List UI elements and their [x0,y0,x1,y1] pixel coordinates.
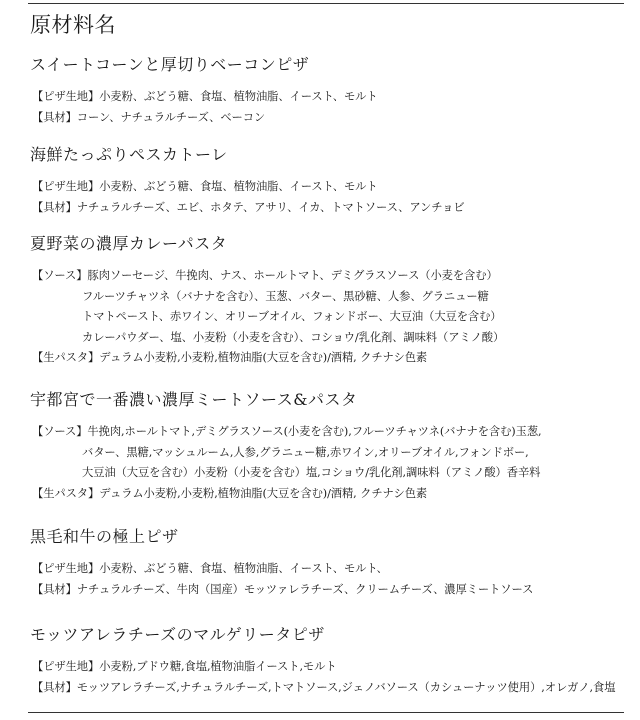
ingredient-line [30,657,626,678]
product-name: 海鮮たっぷりペスカトーレ [30,145,228,164]
ingredient-line [30,266,626,287]
ingredient-line [30,580,626,601]
ingredient-text: デュラム小麦粉,小麦粉,植物油脂(大豆を含む)/酒精, クチナシ色素 [99,486,428,500]
ingredient-lines [30,177,626,218]
ingredient-text: 大豆油（大豆を含む）小麦粉（小麦を含む）塩,コショウ/乳化剤,調味料（アミノ酸）香辛料 [82,466,541,479]
product-section [30,55,626,128]
ingredient-text: 小麦粉、ぶどう糖、食塩、植物油脂、イースト、モルト [99,90,378,103]
ingredient-category-label: 【具材】 [32,200,77,214]
product-name: 黒毛和牛の極上ピザ [30,527,179,546]
ingredient-lines [30,559,626,600]
ingredient-line [30,463,626,484]
page-title: 原材料名 [30,13,116,37]
ingredient-category-label: 【ソース】 [32,425,88,438]
ingredient-text: 小麦粉,ブドウ糖,食塩,植物油脂イースト,モルト [99,660,337,673]
ingredient-lines [30,87,626,128]
ingredient-line [30,287,626,308]
ingredient-category-label: 【ピザ生地】 [32,660,100,673]
product-section [30,390,626,504]
ingredient-category-label: 【生パスタ】 [32,351,100,364]
product-name: 夏野菜の濃厚カレーパスタ [30,234,228,253]
product-name: モッツアレラチーズのマルゲリータピザ [30,625,325,644]
ingredient-lines [30,422,626,504]
product-section [30,527,626,600]
product-section [30,145,626,218]
ingredient-text: ナチュラルチーズ、牛肉（国産）モッツァレラチーズ、クリームチーズ、濃厚ミートソース [76,582,534,596]
ingredient-line [30,443,626,464]
ingredient-line [30,307,626,328]
ingredient-line [30,484,626,505]
ingredient-category-label: 【ソース】 [32,269,88,282]
ingredient-line [30,422,626,443]
ingredient-category-label: 【具材】 [32,582,77,596]
ingredient-text: コーン、ナチュラルチーズ、ベーコン [76,110,266,124]
ingredient-text: モッツアレラチーズ,ナチュラルチーズ,トマトソース,ジェノバソース（カシューナッツ使用）,オレガノ,食塩 [76,680,616,694]
ingredient-text: デュラム小麦粉,小麦粉,植物油脂(大豆を含む)/酒精, クチナシ色素 [99,351,428,364]
ingredient-line [30,328,626,349]
ingredient-text: 小麦粉、ぶどう糖、食塩、植物油脂、イースト、モルト [99,180,378,193]
ingredient-line [30,87,626,108]
bottom-rule [28,712,624,713]
ingredient-category-label: 【具材】 [32,110,77,124]
ingredient-line [30,559,626,580]
ingredient-line [30,198,626,219]
ingredient-text: 豚肉ソーセージ、牛挽肉、ナス、ホールトマト、デミグラスソース（小麦を含む） [87,269,498,282]
ingredient-category-label: 【生パスタ】 [32,486,100,500]
ingredient-lines [30,657,626,698]
product-name: 宇都宮で一番濃い濃厚ミートソース&パスタ [30,390,358,409]
ingredient-category-label: 【ピザ生地】 [32,562,100,575]
ingredient-text: 牛挽肉,ホールトマト,デミグラスソース(小麦を含む),フルーツチャツネ(バナナを含む)玉葱, [87,425,542,438]
ingredient-line [30,177,626,198]
ingredient-text: バター、黒糖,マッシュルーム,人参,グラニュー糖,赤ワイン,オリーブオイル,フォンドボー, [82,445,529,459]
product-section [30,625,626,698]
ingredient-line [30,678,626,699]
ingredient-text: フルーツチャツネ（バナナを含む）、玉葱、バター、黒砂糖、人参、グラニュー糖 [82,289,489,303]
ingredient-text: カレーパウダー、塩、小麦粉（小麦を含む）、コショウ/乳化剤、調味料（アミノ酸） [82,330,505,344]
top-rule [28,3,624,4]
ingredient-line [30,348,626,369]
ingredient-category-label: 【具材】 [32,680,77,694]
ingredient-line [30,108,626,129]
product-name: スイートコーンと厚切りベーコンピザ [30,55,310,74]
ingredient-category-label: 【ピザ生地】 [32,180,100,193]
ingredient-category-label: 【ピザ生地】 [32,90,100,103]
product-section [30,234,626,369]
ingredient-lines [30,266,626,369]
ingredient-text: 小麦粉、ぶどう糖、食塩、植物油脂、イースト、モルト、 [99,562,388,575]
ingredient-text: トマトペースト、赤ワイン、オリーブオイル、フォンドボー、大豆油（大豆を含む） [82,310,502,323]
ingredient-text: ナチュラルチーズ、エビ、ホタテ、アサリ、イカ、トマトソース、アンチョビ [76,200,465,214]
